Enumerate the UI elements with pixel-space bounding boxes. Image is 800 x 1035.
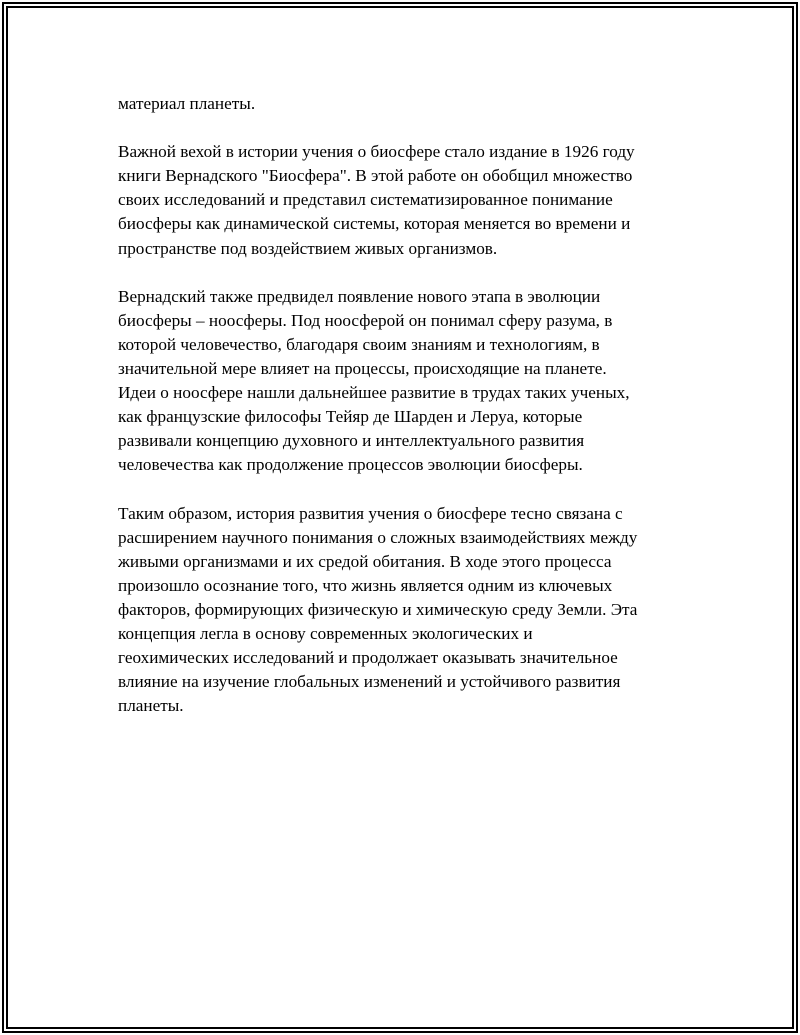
text-line: биосферы как динамической системы, которая меняется во времени и: [118, 214, 631, 234]
text-line: биосферы – ноосферы. Под ноосферой он понимал сферу разума, в: [118, 310, 613, 330]
text-line: человечества как продолжение процессов эволюции биосферы.: [118, 455, 583, 475]
text-line: расширением научного понимания о сложных взаимодействиях между: [118, 527, 638, 547]
text-line: своих исследований и представил систематизированное понимание: [118, 190, 613, 210]
text-line: влияние на изучение глобальных изменений и устойчивого развития: [118, 672, 621, 692]
paragraph-1: [118, 92, 678, 116]
text-line: как французские философы Тейяр де Шарден и Леруа, которые: [118, 407, 583, 427]
text-line: книги Вернадского "Биосфера". В этой работе он обобщил множество: [118, 166, 633, 186]
text-line: произошло осознание того, что жизнь является одним из ключевых: [118, 575, 613, 595]
text-line: развивали концепцию духовного и интеллектуального развития: [118, 431, 585, 451]
text-line: которой человечество, благодаря своим знаниям и технологиям, в: [118, 334, 600, 354]
text-line: геохимических исследований и продолжает оказывать значительное: [118, 648, 618, 668]
text-line: Идеи о ноосфере нашли дальнейшее развитие в трудах таких ученых,: [118, 383, 630, 403]
text-line: материал планеты.: [118, 94, 256, 113]
text-line: Вернадский также предвидел появление нового этапа в эволюции: [118, 286, 601, 306]
text-line: живыми организмами и их средой обитания. В ходе этого процесса: [118, 551, 612, 571]
text-line: значительной мере влияет на процессы, происходящие на планете.: [118, 359, 607, 379]
paragraph-4: [118, 502, 678, 719]
text-line: планеты.: [118, 696, 184, 716]
text-line: пространстве под воздействием живых организмов.: [118, 238, 498, 258]
paragraph-3: [118, 285, 678, 478]
text-line: Таким образом, история развития учения о биосфере тесно связана с: [118, 503, 623, 523]
text-line: Важной вехой в истории учения о биосфере стало издание в 1926 году: [118, 142, 635, 162]
document-body: [118, 92, 678, 743]
paragraph-2: [118, 140, 678, 260]
text-line: факторов, формирующих физическую и химическую среду Земли. Эта: [118, 599, 638, 619]
text-line: концепция легла в основу современных экологических и: [118, 624, 533, 644]
